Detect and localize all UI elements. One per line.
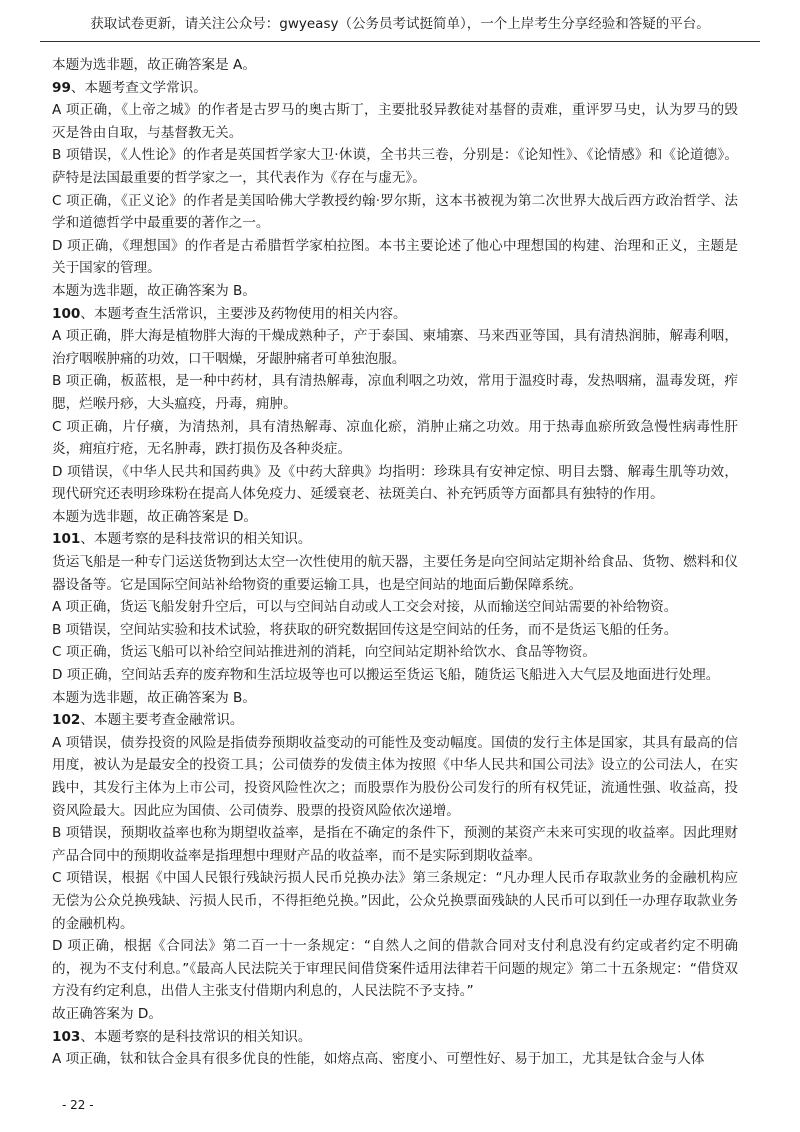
answer-paragraph: D 项正确，空间站丢弃的废弃物和生活垃圾等也可以搬运至货运飞船，随货运飞船进入大气层及地面进行处理。 [52, 667, 720, 684]
answer-paragraph: A 项正确，钛和钛合金具有很多优良的性能，如熔点高、密度小、可塑性好、易于加工，尤其是钛合金与人体 [52, 1051, 705, 1068]
answer-paragraph: 故正确答案为 D。 [52, 1005, 162, 1022]
question-topic: 、本题考察的是科技常识的相关知识。 [80, 1028, 312, 1045]
question-heading [52, 528, 738, 551]
answer-paragraph: B 项错误，《人性论》的作者是英国哲学家大卫·休谟，全书共三卷，分别是：《论知性》、《论情感》和《论道德》。萨特是法国最重要的哲学家之一，其代表作为《存在与虚无》。 [52, 147, 738, 186]
question-topic: 、本题考察的是科技常识的相关知识。 [80, 531, 312, 548]
answer-paragraph: A 项正确，货运飞船发射升空后，可以与空间站自动或人工交会对接，从而输送空间站需要的补给物资。 [52, 599, 678, 616]
answer-paragraph: A 项错误，债券投资的风险是指债券预期收益变动的可能性及变动幅度。国债的发行主体是国家，其具有最高的信用度，被认为是最安全的投资工具；公司债券的发债主体为按照《中华人民共和国公司法》设立的公司法人，在实践中，其发行主体为上市公司，投资风险性次之；而股票作为股份公司发行的所有权凭证，流通性强、收益高，投资风险最大。因此应为国债、公司债券、股票的投资风险依次递增。 [52, 734, 738, 819]
question-topic: 、本题考查文学常识。 [70, 79, 207, 96]
answer-paragraph: D 项正确，《理想国》的作者是古希腊哲学家柏拉图。本书主要论述了他心中理想国的构建、治理和正义，主题是关于国家的管理。 [52, 237, 738, 277]
answer-paragraph: 货运飞船是一种专门运送货物到达太空一次性使用的航天器，主要任务是向空间站定期补给食品、货物、燃料和仪器设备等。它是国际空间站补给物资的重要运输工具，也是空间站的地面后勤保障系统。 [52, 554, 738, 593]
question-topic: 、本题主要考查金融常识。 [80, 712, 244, 729]
answer-paragraph: A 项正确，《上帝之城》的作者是古罗马的奥古斯丁，主要批驳异教徒对基督的责难，重评罗马史，认为罗马的毁灭是咎由自取，与基督教无关。 [52, 102, 738, 141]
question-number: 101 [52, 531, 81, 548]
answer-paragraph: 本题为选非题，故正确答案为 B。 [52, 282, 256, 299]
answer-paragraph: C 项错误，根据《中国人民银行残缺污损人民币兑换办法》第三条规定：“凡办理人民币存取款业务的金融机构应无偿为公众兑换残缺、污损人民币，不得拒绝兑换。”因此，公众兑换票面残缺的人民币可以到任一办理存取款业务的金融机构。 [52, 870, 738, 932]
question-number: 99 [52, 79, 71, 96]
question-heading [52, 709, 738, 732]
question-number: 103 [52, 1028, 81, 1045]
answer-paragraph: 本题为选非题，故正确答案为 B。 [52, 689, 256, 706]
document-body [52, 54, 738, 1071]
answer-paragraph: C 项正确，《正义论》的作者是美国哈佛大学教授约翰·罗尔斯，这本书被视为第二次世界大战后西方政治哲学、法学和道德哲学中最重要的著作之一。 [52, 192, 738, 232]
question-heading [52, 77, 738, 100]
question-topic: 、本题考查生活常识，主要涉及药物使用的相关内容。 [80, 305, 407, 322]
answer-paragraph: B 项错误，空间站实验和技术试验，将获取的研究数据回传这是空间站的任务，而不是货运飞船的任务。 [52, 621, 678, 638]
question-heading [52, 303, 738, 326]
question-heading [52, 1026, 738, 1049]
answer-paragraph: A 项正确，胖大海是植物胖大海的干燥成熟种子，产于泰国、柬埔寨、马来西亚等国，具有清热润肺，解毒利咽，治疗咽喉肿痛的功效，口干咽燥，牙龈肿痛者可单独泡服。 [52, 328, 738, 367]
answer-paragraph: C 项正确，货运飞船可以补给空间站推进剂的消耗，向空间站定期补给饮水、食品等物资。 [52, 644, 596, 661]
answer-paragraph: C 项正确，片仔癀，为清热剂，具有清热解毒、凉血化瘀，消肿止痛之功效。用于热毒血瘀所致急慢性病毒性肝炎，痈疽疔疮，无名肿毒，跌打损伤及各种炎症。 [52, 418, 738, 458]
question-number: 100 [52, 305, 81, 322]
answer-paragraph: D 项错误，《中华人民共和国药典》及《中药大辞典》均指明：珍珠具有安神定惊、明目去翳、解毒生肌等功效，现代研究还表明珍珠粉在提高人体免疫力、延缓衰老、祛斑美白、补充钙质等方面都具有独特的作用。 [52, 463, 738, 503]
page-number: - 22 - [62, 1098, 94, 1112]
answer-paragraph: B 项正确，板蓝根，是一种中药材，具有清热解毒，凉血利咽之功效，常用于温疫时毒，发热咽痛，温毒发斑，痄腮，烂喉丹痧，大头瘟疫，丹毒，痈肿。 [52, 373, 738, 412]
answer-paragraph: B 项错误，预期收益率也称为期望收益率，是指在不确定的条件下，预测的某资产未来可实现的收益率。因此理财产品合同中的预期收益率是指理想中理财产品的收益率，而不是实际到期收益率。 [52, 825, 738, 864]
answer-paragraph: 本题为选非题，故正确答案是 A。 [52, 57, 256, 73]
answer-paragraph: D 项正确，根据《合同法》第二百一十一条规定：“自然人之间的借款合同对支付利息没有约定或者约定不明确的，视为不支付利息。”《最高人民法院关于审理民间借贷案件适用法律若干问题的规定》第二十五条规定：“借贷双方没有约定利息，出借人主张支付借期内利息的，人民法院不予支持。” [52, 938, 738, 1000]
question-number: 102 [52, 712, 81, 729]
answer-paragraph: 本题为选非题，故正确答案是 D。 [52, 508, 258, 525]
page-header-banner: 获取试卷更新，请关注公众号：gwyeasy（公务员考试挺简单），一个上岸考生分享经验和答疑的平台。 [40, 14, 760, 42]
